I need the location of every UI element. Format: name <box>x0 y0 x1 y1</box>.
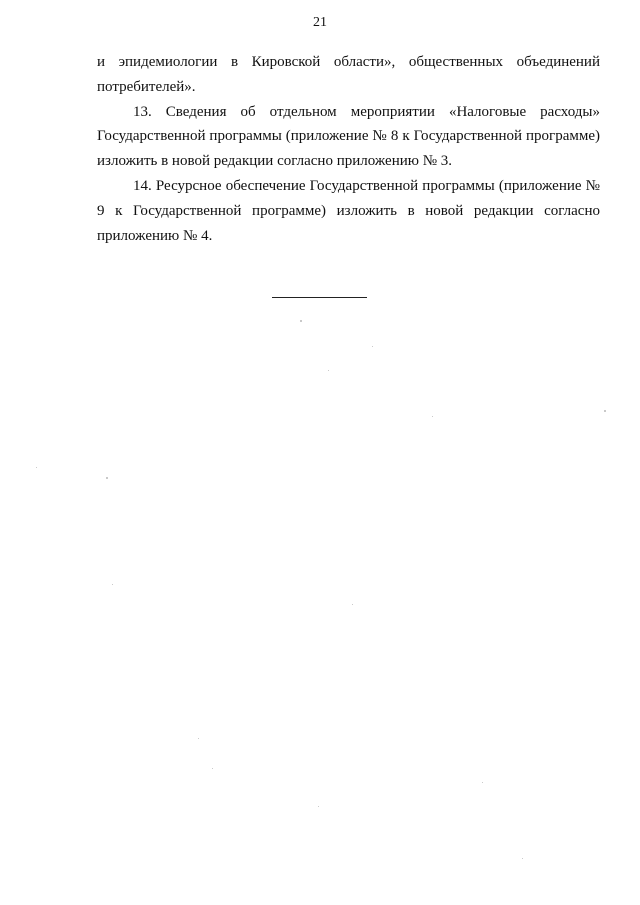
scan-speck <box>112 584 113 585</box>
paragraph-item-13: 13. Сведения об отдельном мероприятии «Налоговые расходы» Государственной программы (приложение № 8 к Государственной программе) изложить в новой редакции согласно приложению № 3. <box>97 103 600 170</box>
document-body <box>97 50 600 248</box>
scan-speck <box>328 370 329 371</box>
scan-speck <box>604 410 606 412</box>
page-number: 21 <box>313 15 327 30</box>
scan-speck <box>352 604 353 605</box>
scan-speck <box>432 416 433 417</box>
scan-speck <box>372 346 373 347</box>
closing-rule <box>272 297 367 298</box>
paragraph-continuation: и эпидемиологии в Кировской области», общественных объединений потребителей». <box>97 54 600 95</box>
scan-speck <box>522 858 523 859</box>
scan-speck <box>318 806 319 807</box>
scan-speck <box>198 738 199 739</box>
paragraph-item-14: 14. Ресурсное обеспечение Государственной программы (приложение № 9 к Государственной программе) изложить в новой редакции согласно приложению № 4. <box>97 177 600 244</box>
scan-speck <box>106 477 108 479</box>
scan-speck <box>300 320 302 322</box>
scan-speck <box>36 467 37 468</box>
scan-speck <box>482 782 483 783</box>
scan-speck <box>212 768 213 769</box>
